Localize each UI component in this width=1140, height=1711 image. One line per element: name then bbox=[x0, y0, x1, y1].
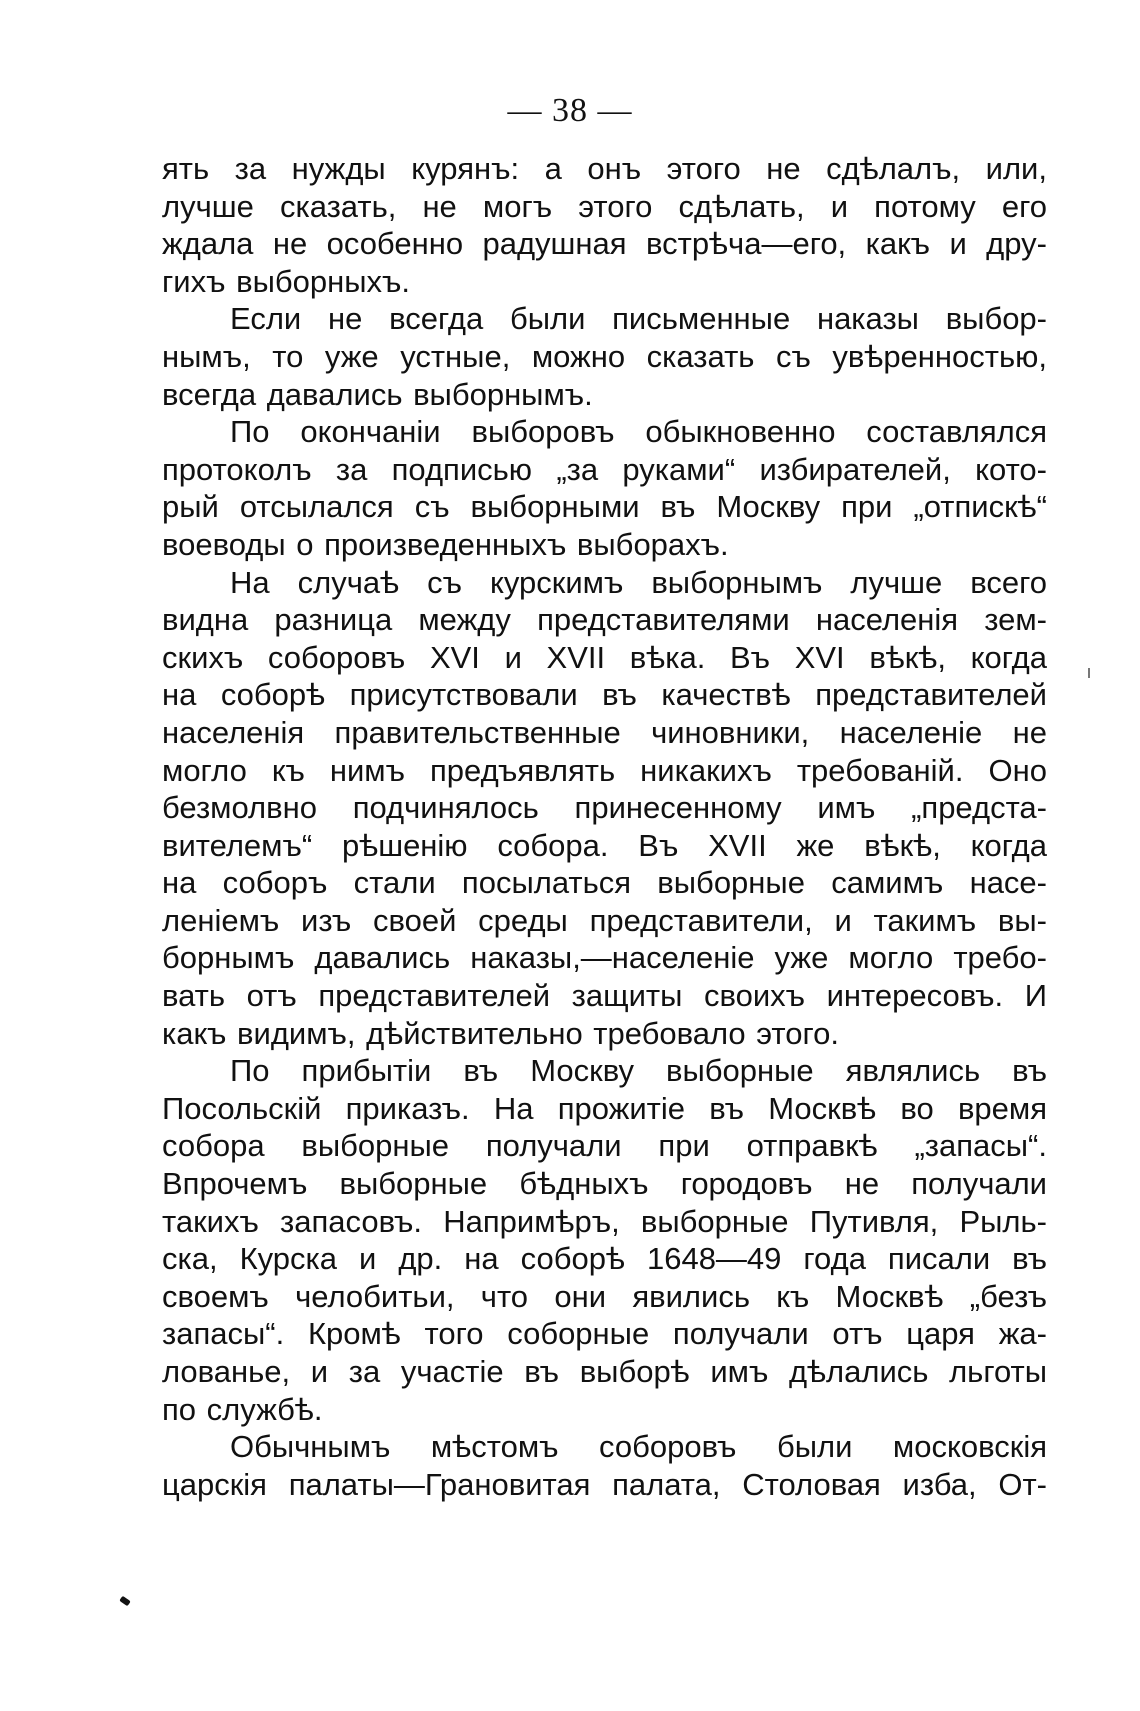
text-line: скихъ соборовъ XVI и XVII вѣка. Въ XVI вѣкѣ, когда bbox=[162, 639, 1047, 675]
paragraph-2 bbox=[162, 300, 1047, 413]
text-line: безмолвно подчинялось принесенному имъ „предста- bbox=[162, 790, 1047, 826]
text-line: Посольскiй приказъ. На прожитiе въ Москвѣ во время bbox=[162, 1090, 1047, 1126]
text-line: вителемъ“ рѣшенiю собора. Въ XVII же вѣкѣ, когда bbox=[162, 827, 1047, 863]
text-line: вать отъ представителей защиты своихъ интересовъ. И bbox=[162, 978, 1047, 1014]
text-line: ять за нужды курянъ: а онъ этого не сдѣлалъ, или, bbox=[162, 151, 1047, 186]
text-line: на соборъ стали посылаться выборные самимъ насе- bbox=[162, 865, 1047, 901]
text-line: запасы“. Кромѣ того соборные получали отъ царя жа- bbox=[162, 1316, 1047, 1352]
text-line: На случаѣ съ курскимъ выборнымъ лучше всего bbox=[230, 564, 1047, 600]
text-line: населенiя правительственные чиновники, населенiе не bbox=[162, 714, 1047, 750]
text-line: по службѣ. bbox=[162, 1391, 323, 1427]
text-line: гихъ выборныхъ. bbox=[162, 263, 410, 299]
text-line: По прибытiи въ Москву выборные являлись въ bbox=[230, 1053, 1047, 1089]
text-line: видна разница между представителями населенiя зем- bbox=[162, 602, 1047, 638]
paragraph-4 bbox=[162, 564, 1047, 1053]
text-line: лучше сказать, не могъ этого сдѣлать, и потому его bbox=[162, 188, 1047, 224]
text-line: протоколъ за подписью „за руками“ избирателей, кото- bbox=[162, 451, 1047, 487]
text-line: царскiя палаты—Грановитая палата, Столовая изба, От- bbox=[162, 1466, 1047, 1502]
text-line: собора выборные получали при отправкѣ „запасы“. bbox=[162, 1128, 1047, 1164]
text-line: борнымъ давались наказы,—населенiе уже могло требо- bbox=[162, 940, 1047, 976]
text-line: нымъ, то уже устные, можно сказать съ увѣренностью, bbox=[162, 338, 1047, 374]
text-line: своемъ челобитьи, что они явились къ Москвѣ „безъ bbox=[162, 1278, 1047, 1314]
body-text bbox=[162, 150, 1047, 1503]
text-line: По окончанiи выборовъ обыкновенно составлялся bbox=[230, 414, 1047, 450]
text-line: ждала не особенно радушная встрѣча—его, какъ и дру- bbox=[162, 226, 1047, 262]
text-line: какъ видимъ, дѣйствительно требовало этого. bbox=[162, 1015, 839, 1051]
ink-speck bbox=[119, 1596, 131, 1607]
paragraph-3 bbox=[162, 413, 1047, 563]
text-line: рый отсылался съ выборными въ Москву при „отпискѣ“ bbox=[162, 489, 1047, 525]
text-line: Если не всегда были письменные наказы выбор- bbox=[230, 301, 1047, 337]
margin-mark bbox=[1088, 668, 1090, 678]
paragraph-1 bbox=[162, 150, 1047, 300]
text-line: всегда давались выборнымъ. bbox=[162, 376, 593, 412]
paragraph-6 bbox=[162, 1428, 1047, 1503]
text-line: такихъ запасовъ. Напримѣръ, выборные Путивля, Рыль- bbox=[162, 1203, 1047, 1239]
text-line: Обычнымъ мѣстомъ соборовъ были московскiя bbox=[230, 1429, 1047, 1465]
text-line: могло къ нимъ предъявлять никакихъ требованiй. Оно bbox=[162, 752, 1047, 788]
paragraph-5 bbox=[162, 1052, 1047, 1428]
text-line: Впрочемъ выборные бѣдныхъ городовъ не получали bbox=[162, 1166, 1047, 1202]
page-number: — 38 — bbox=[507, 92, 633, 129]
text-line: на соборѣ присутствовали въ качествѣ представителей bbox=[162, 677, 1047, 713]
text-line: воеводы о произведенныхъ выборахъ. bbox=[162, 526, 729, 562]
text-line: ленiемъ изъ своей среды представители, и такимъ вы- bbox=[162, 902, 1047, 938]
text-line: ска, Курска и др. на соборѣ 1648—49 года писали въ bbox=[162, 1241, 1047, 1277]
text-line: лованье, и за участiе въ выборѣ имъ дѣлались льготы bbox=[162, 1354, 1047, 1389]
